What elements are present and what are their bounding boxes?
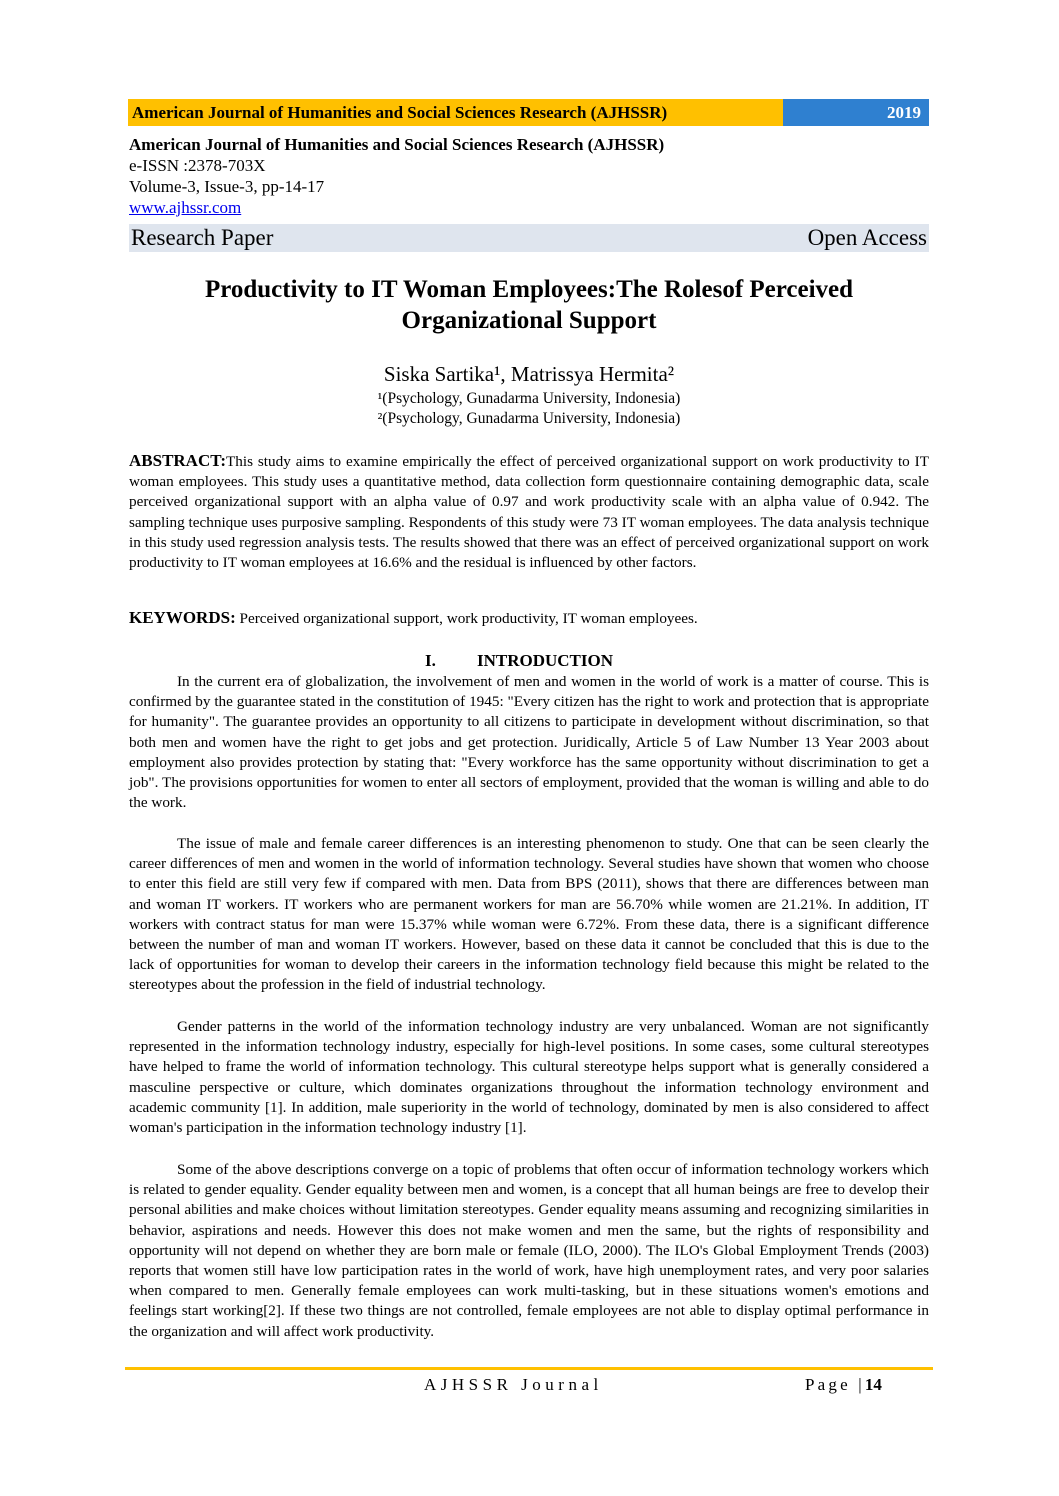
affiliation-1: ¹(Psychology, Gunadarma University, Indonesia): [377, 390, 681, 407]
journal-issn: e-ISSN :2378-703X: [129, 156, 266, 175]
footer-rule: [125, 1367, 933, 1370]
keywords-label: KEYWORDS:: [129, 608, 236, 627]
abstract-label: ABSTRACT:: [129, 451, 226, 470]
paper-title-line: Organizational Support: [401, 307, 657, 334]
paper-title: [129, 274, 929, 336]
access-type-label: Open Access: [807, 225, 927, 250]
affiliation-2: ²(Psychology, Gunadarma University, Indonesia): [377, 410, 681, 427]
keywords-text: Perceived organizational support, work productivity, IT woman employees.: [235, 610, 698, 627]
header-year: 2019: [783, 99, 929, 126]
body-paragraph: Gender patterns in the world of the information technology industry are very unbalanced. Woman are not significantly represented in the information technology industry, especially for high-level positions. In some cases, some cultural stereotypes have helped to frame the world of information technology. This cultural stereotype helps support what is generally considered a masculine perspective or culture, which dominates organizations throughout the information technology environment and academic community [1]. In addition, male superiority in the world of technology, dominated by men is also considered to affect woman's participation in the information technology industry [1].: [129, 1018, 929, 1137]
author-list: Siska Sartika¹, Matrissya Hermita²: [383, 362, 675, 386]
journal-info: [129, 134, 664, 218]
running-header: [128, 99, 929, 126]
body-paragraph: The issue of male and female career differences is an interesting phenomenon to study. One that can be seen clearly the career differences of men and women in the world of information technology. Several studies have shown that women who choose to enter this field are still very few if compared with men. Data from BPS (2011), shows that there are differences between man and woman IT workers. IT workers who are permanent workers for man are 56.70% while women are 21.21%. In addition, IT workers with contract status for man were 15.37% while woman were 6.72%. From these data, there is a significant difference between the number of man and woman IT workers. However, based on these data it cannot be concluded that this is due to the lack of opportunities for woman to develop their careers in the information technology field because this might be related to the stereotypes about the profession in the field of industrial technology.: [129, 835, 929, 994]
journal-volume: Volume-3, Issue-3, pp-14-17: [129, 177, 325, 196]
section-number: I.: [425, 651, 436, 670]
section-title: INTRODUCTION: [477, 651, 614, 670]
keywords: [129, 608, 929, 629]
body-paragraph: Some of the above descriptions converge on a topic of problems that often occur of information technology workers which is related to gender equality. Gender equality between men and women, is a concept that all human beings are free to develop their personal abilities and make choices without limitation stereotypes. Gender equality means assuming and recognizing similarities in behavior, aspirations and needs. However this does not make women and men the same, but the rights of responsibility and opportunity will not depend on whether they are born male or female (ILO, 2000). The ILO's Global Employment Trends (2003) reports that women still have low participation rates in the world of work, have high unemployment rates, and very poor salaries when compared to men. Generally female employees can work multi-tasking, but in these situations women's emotions and feelings start working[2]. If these two things are not controlled, female employees are not able to display optimal performance in the organization and will affect work productivity.: [129, 1161, 929, 1340]
footer-page: [805, 1375, 882, 1395]
abstract-text: This study aims to examine empirically the effect of perceived organizational support on work productivity to IT woman employees. This study uses a quantitative method, data collection form questionnaire containing demographic data, scale perceived organizational support with an alpha value of 0.97 and work productivity scale with an alpha value of 0.942. The sampling technique uses purposive sampling. Respondents of this study were 73 IT woman employees. The data analysis technique in this study used regression analysis tests. The results showed that there was an effect of perceived organizational support on work productivity to IT woman employees at 16.6% and the residual is influenced by other factors.: [129, 453, 929, 572]
journal-title: American Journal of Humanities and Social Sciences Research (AJHSSR): [129, 135, 665, 154]
footer-page-number: 14: [864, 1375, 882, 1394]
footer-journal: AJHSSR Journal: [424, 1375, 603, 1394]
journal-url-link[interactable]: www.ajhssr.com: [129, 198, 242, 217]
paper-type-bar: [129, 224, 929, 252]
body-paragraph: In the current era of globalization, the involvement of men and women in the world of work is a matter of course. This is confirmed by the guarantee stated in the constitution of 1945: "Every citizen has the right to work and protection that is appropriate for humanity". The guarantee provides an opportunity to all citizens to participate in development without discrimination, so that both men and women have the right to get jobs and get protection. Juridically, Article 5 of Law Number 13 Year 2003 about employment also provides protection by stating that: "Every workforce has the same opportunity without discrimination to get a job". The provisions opportunities for women to enter all sectors of employment, provided that the woman is willing and able to do the work.: [129, 673, 929, 812]
paper-title-line: Productivity to IT Woman Employees:The Rolesof Perceived: [204, 276, 854, 303]
paper-type-label: Research Paper: [131, 225, 274, 250]
header-journal-name: American Journal of Humanities and Social Sciences Research (AJHSSR): [128, 99, 783, 126]
abstract: [129, 451, 929, 573]
footer-page-label: Page |: [805, 1375, 865, 1394]
